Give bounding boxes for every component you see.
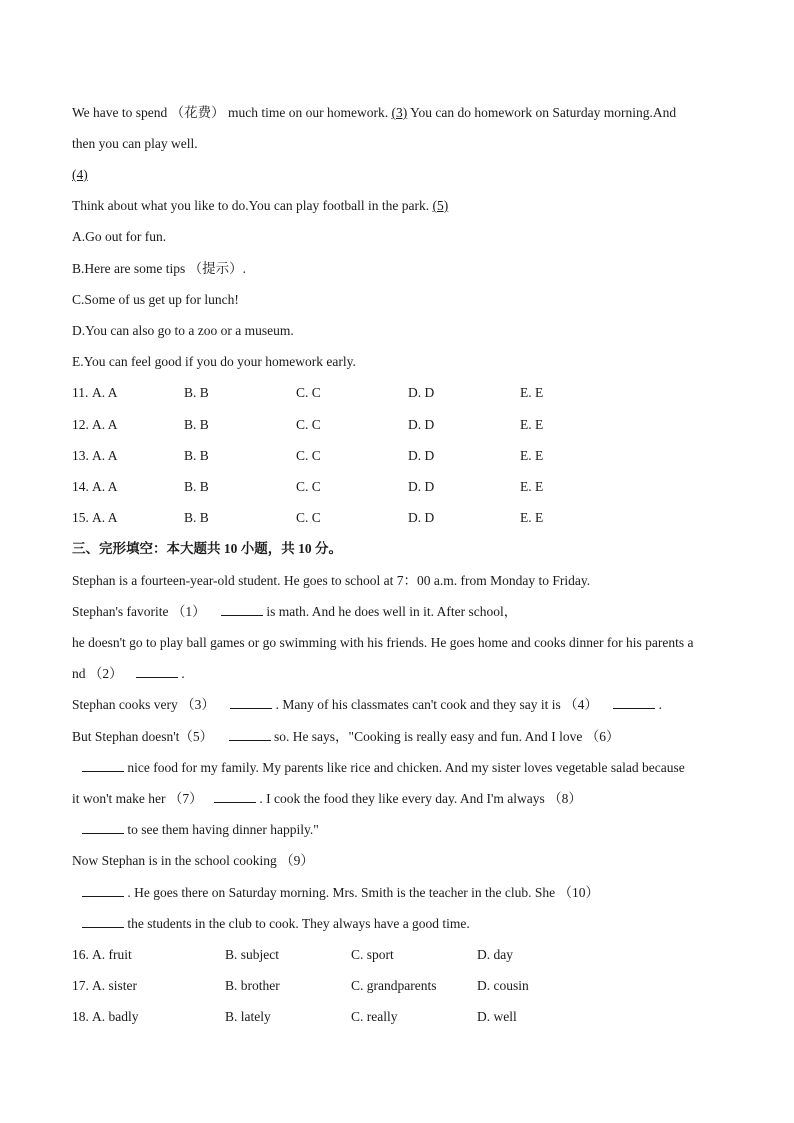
option-b[interactable]: B. B xyxy=(184,417,209,432)
passage-line-4 xyxy=(72,197,448,215)
choice-e: E.You can feel good if you do your homework early. xyxy=(72,354,356,369)
cloze-text: is math. And he does well in it. After school， xyxy=(263,604,518,619)
option-c[interactable]: C. really xyxy=(351,1009,398,1024)
blank-4[interactable] xyxy=(613,696,655,709)
cloze-text: the students in the club to cook. They always have a good time. xyxy=(124,916,470,931)
question-number: 14. xyxy=(72,479,89,494)
choice-a: A.Go out for fun. xyxy=(72,229,167,244)
option-b[interactable]: B. B xyxy=(184,385,209,400)
cloze-text: . I cook the food they like every day. And I'm always （8） xyxy=(256,791,582,806)
heading-text: 三、完形填空：本大题共 xyxy=(72,541,224,556)
cloze-line-5 xyxy=(72,696,662,714)
cloze-text: But Stephan doesn't（5） xyxy=(72,729,214,744)
question-number: 12. xyxy=(72,417,89,432)
option-b[interactable]: B. B xyxy=(184,510,209,525)
blank-3[interactable] xyxy=(230,696,272,709)
option-e[interactable]: E. E xyxy=(520,385,544,400)
cloze-text: . xyxy=(178,666,185,681)
blank-6[interactable] xyxy=(82,759,124,772)
cloze-text: so. He says，"Cooking is really easy and fun. And I love （6） xyxy=(273,729,620,744)
cloze-line-12 xyxy=(72,915,470,933)
blank-10[interactable] xyxy=(82,915,124,928)
option-b[interactable]: B. B xyxy=(184,479,209,494)
option-e[interactable]: E. E xyxy=(520,479,544,494)
passage-text: Think about what you like to do.You can play football in the park. xyxy=(72,198,430,213)
option-d[interactable]: D. D xyxy=(408,417,435,432)
choice-c: C.Some of us get up for lunch! xyxy=(72,292,239,307)
blank-1[interactable] xyxy=(221,603,263,616)
blank-8[interactable] xyxy=(82,821,124,834)
question-number: 16. xyxy=(72,947,89,962)
passage-text: You can do homework on Saturday morning.And xyxy=(407,105,677,120)
option-a[interactable]: A. A xyxy=(92,385,118,400)
cloze-line-10: Now Stephan is in the school cooking （9） xyxy=(72,853,314,868)
cloze-text: Stephan's favorite （1） xyxy=(72,604,206,619)
option-a[interactable]: A. A xyxy=(92,417,118,432)
question-number: 11. xyxy=(72,385,89,400)
option-c[interactable]: C. C xyxy=(296,479,321,494)
option-a[interactable]: A. A xyxy=(92,510,118,525)
choice-d: D.You can also go to a zoo or a museum. xyxy=(72,323,294,338)
option-c[interactable]: C. C xyxy=(296,417,321,432)
option-b[interactable]: B. lately xyxy=(225,1009,271,1024)
option-d[interactable]: D. day xyxy=(477,947,513,962)
blank-9[interactable] xyxy=(82,884,124,897)
question-number: 15. xyxy=(72,510,89,525)
blank-number-4: (4) xyxy=(72,167,88,182)
passage-line-2: then you can play well. xyxy=(72,136,198,151)
heading-text: 小题，共 xyxy=(237,541,299,556)
cloze-line-8 xyxy=(72,790,582,808)
cloze-line-11 xyxy=(72,884,599,902)
option-c[interactable]: C. grandparents xyxy=(351,978,437,993)
option-d[interactable]: D. D xyxy=(408,510,435,525)
option-c[interactable]: C. C xyxy=(296,448,321,463)
option-d[interactable]: D. well xyxy=(477,1009,517,1024)
blank-number-3: (3) xyxy=(391,105,408,120)
heading-score: 10 xyxy=(298,541,312,556)
option-d[interactable]: D. cousin xyxy=(477,978,529,993)
cloze-text: it won't make her （7） xyxy=(72,791,203,806)
cloze-line-9 xyxy=(72,821,319,839)
section-heading xyxy=(72,540,342,558)
option-b[interactable]: B. subject xyxy=(225,947,279,962)
cloze-line-2 xyxy=(72,603,517,621)
cloze-line-3: he doesn't go to play ball games or go swimming with his friends. He goes home and cooks dinner for his parents a xyxy=(72,635,694,650)
cloze-line-6 xyxy=(72,728,620,746)
blank-7[interactable] xyxy=(214,790,256,803)
option-c[interactable]: C. sport xyxy=(351,947,394,962)
cloze-text: nice food for my family. My parents like rice and chicken. And my sister loves vegetable salad because xyxy=(124,760,685,775)
cloze-text: to see them having dinner happily." xyxy=(124,822,319,837)
heading-count: 10 xyxy=(223,541,238,556)
option-c[interactable]: C. C xyxy=(296,385,321,400)
option-d[interactable]: D. D xyxy=(408,385,435,400)
option-d[interactable]: D. D xyxy=(408,448,435,463)
option-c[interactable]: C. C xyxy=(296,510,321,525)
option-d[interactable]: D. D xyxy=(408,479,435,494)
passage-text: We have to spend （花费） much time on our homework. xyxy=(72,105,389,120)
heading-text: 分。 xyxy=(311,541,342,556)
cloze-line-1: Stephan is a fourteen-year-old student. He goes to school at 7：00 a.m. from Monday to Friday. xyxy=(72,573,591,588)
cloze-text: . He goes there on Saturday morning. Mrs. Smith is the teacher in the club. She （10） xyxy=(124,885,600,900)
cloze-line-4 xyxy=(72,665,185,683)
passage-line-1 xyxy=(72,104,676,122)
option-b[interactable]: B. brother xyxy=(225,978,280,993)
cloze-text: . Many of his classmates can't cook and they say it is （4） xyxy=(272,697,598,712)
cloze-line-7 xyxy=(72,759,685,777)
option-e[interactable]: E. E xyxy=(520,417,544,432)
cloze-text: nd （2） xyxy=(72,666,123,681)
option-e[interactable]: E. E xyxy=(520,448,544,463)
option-a[interactable]: A. sister xyxy=(92,978,137,993)
option-a[interactable]: A. A xyxy=(92,479,118,494)
option-b[interactable]: B. B xyxy=(184,448,209,463)
question-number: 18. xyxy=(72,1009,89,1024)
cloze-text: . xyxy=(655,697,662,712)
question-number: 13. xyxy=(72,448,89,463)
option-a[interactable]: A. badly xyxy=(92,1009,139,1024)
choice-b: B.Here are some tips （提示）. xyxy=(72,261,246,276)
question-number: 17. xyxy=(72,978,89,993)
blank-5[interactable] xyxy=(229,728,271,741)
option-a[interactable]: A. fruit xyxy=(92,947,132,962)
option-e[interactable]: E. E xyxy=(520,510,544,525)
blank-2[interactable] xyxy=(136,665,178,678)
cloze-text: Stephan cooks very （3） xyxy=(72,697,215,712)
option-a[interactable]: A. A xyxy=(92,448,118,463)
blank-number-5: (5) xyxy=(432,198,449,213)
